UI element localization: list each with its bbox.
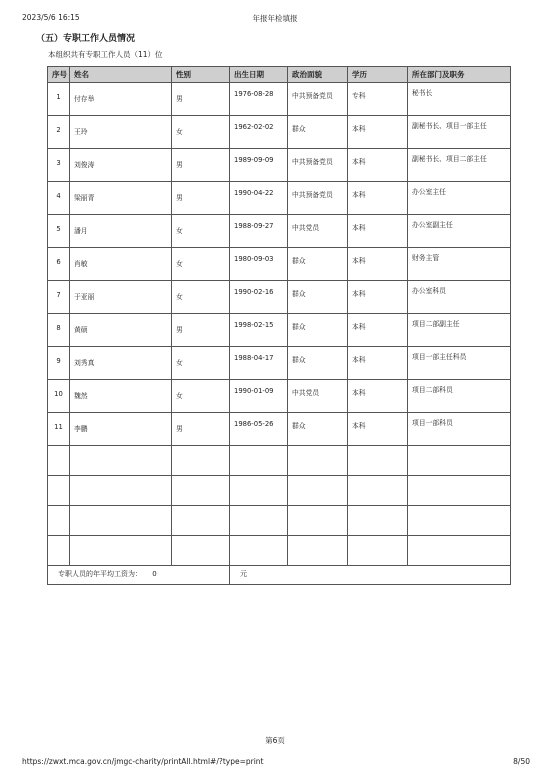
cell-no: 3 bbox=[48, 149, 70, 182]
empty-table-row bbox=[48, 536, 511, 566]
empty-cell bbox=[348, 476, 408, 506]
cell-gender: 男 bbox=[172, 83, 230, 116]
cell-education: 本科 bbox=[348, 215, 408, 248]
cell-name: 王玲 bbox=[70, 116, 172, 149]
cell-political-status: 中共预备党员 bbox=[288, 182, 348, 215]
cell-name: 付存举 bbox=[70, 83, 172, 116]
cell-no: 7 bbox=[48, 281, 70, 314]
section-title: （五）专职工作人员情况 bbox=[36, 34, 136, 44]
print-url: https://zwxt.mca.gov.cn/jmgc-charity/printAll.html#/?type=print bbox=[22, 757, 264, 766]
cell-department-position: 秘书长 bbox=[408, 83, 511, 116]
empty-cell bbox=[48, 476, 70, 506]
table-row bbox=[48, 347, 511, 380]
cell-education: 本科 bbox=[348, 380, 408, 413]
cell-no: 4 bbox=[48, 182, 70, 215]
cell-name: 梁丽青 bbox=[70, 182, 172, 215]
table-row bbox=[48, 83, 511, 116]
cell-no: 9 bbox=[48, 347, 70, 380]
empty-cell bbox=[408, 476, 511, 506]
cell-department-position: 副秘书长、项目二部主任 bbox=[408, 149, 511, 182]
cell-name: 刘秀真 bbox=[70, 347, 172, 380]
cell-department-position: 办公室主任 bbox=[408, 182, 511, 215]
cell-political-status: 群众 bbox=[288, 248, 348, 281]
cell-birthdate: 1990-01-09 bbox=[230, 380, 288, 413]
avg-salary-unit-cell bbox=[230, 566, 511, 585]
cell-education: 本科 bbox=[348, 116, 408, 149]
cell-birthdate: 1976-08-28 bbox=[230, 83, 288, 116]
empty-cell bbox=[172, 446, 230, 476]
cell-birthdate: 1990-04-22 bbox=[230, 182, 288, 215]
empty-cell bbox=[288, 476, 348, 506]
cell-department-position: 副秘书长、项目一部主任 bbox=[408, 116, 511, 149]
cell-birthdate: 1962-02-02 bbox=[230, 116, 288, 149]
table-row bbox=[48, 314, 511, 347]
cell-birthdate: 1988-09-27 bbox=[230, 215, 288, 248]
cell-gender: 男 bbox=[172, 314, 230, 347]
cell-birthdate: 1989-09-09 bbox=[230, 149, 288, 182]
cell-gender: 男 bbox=[172, 182, 230, 215]
cell-no: 11 bbox=[48, 413, 70, 446]
cell-name: 潘月 bbox=[70, 215, 172, 248]
empty-cell bbox=[172, 506, 230, 536]
cell-gender: 男 bbox=[172, 413, 230, 446]
staff-count-summary: 本组织共有专职工作人员（11）位 bbox=[48, 50, 163, 59]
cell-political-status: 中共预备党员 bbox=[288, 83, 348, 116]
cell-gender: 男 bbox=[172, 149, 230, 182]
cell-birthdate: 1986-05-26 bbox=[230, 413, 288, 446]
cell-education: 专科 bbox=[348, 83, 408, 116]
empty-cell bbox=[408, 506, 511, 536]
empty-cell bbox=[288, 536, 348, 566]
empty-cell bbox=[172, 536, 230, 566]
cell-gender: 女 bbox=[172, 347, 230, 380]
page-count: 8/50 bbox=[513, 757, 530, 766]
avg-salary-row bbox=[48, 566, 511, 585]
cell-department-position: 项目二部副主任 bbox=[408, 314, 511, 347]
cell-department-position: 财务主管 bbox=[408, 248, 511, 281]
cell-name: 肖敏 bbox=[70, 248, 172, 281]
cell-department-position: 办公室副主任 bbox=[408, 215, 511, 248]
cell-birthdate: 1988-04-17 bbox=[230, 347, 288, 380]
cell-gender: 女 bbox=[172, 215, 230, 248]
empty-cell bbox=[348, 536, 408, 566]
empty-cell bbox=[230, 536, 288, 566]
cell-name: 于亚丽 bbox=[70, 281, 172, 314]
empty-cell bbox=[230, 506, 288, 536]
cell-birthdate: 1990-02-16 bbox=[230, 281, 288, 314]
cell-no: 10 bbox=[48, 380, 70, 413]
empty-table-row bbox=[48, 476, 511, 506]
empty-cell bbox=[48, 536, 70, 566]
cell-name: 黄硕 bbox=[70, 314, 172, 347]
cell-education: 本科 bbox=[348, 149, 408, 182]
cell-gender: 女 bbox=[172, 248, 230, 281]
cell-political-status: 中共党员 bbox=[288, 380, 348, 413]
avg-salary-label: 专职人员的年平均工资为： bbox=[58, 570, 142, 578]
cell-political-status: 群众 bbox=[288, 314, 348, 347]
table-row bbox=[48, 380, 511, 413]
cell-political-status: 群众 bbox=[288, 347, 348, 380]
empty-cell bbox=[48, 446, 70, 476]
col-header-political-status: 政治面貌 bbox=[288, 67, 348, 83]
avg-salary-unit: 元 bbox=[240, 570, 247, 578]
page-header-title: 年报年检填报 bbox=[252, 14, 298, 23]
empty-table-row bbox=[48, 506, 511, 536]
empty-cell bbox=[70, 446, 172, 476]
empty-cell bbox=[348, 506, 408, 536]
table-row bbox=[48, 281, 511, 314]
print-datetime: 2023/5/6 16:15 bbox=[22, 13, 80, 22]
cell-name: 刘俊涛 bbox=[70, 149, 172, 182]
avg-salary-cell bbox=[48, 566, 230, 585]
table-row bbox=[48, 413, 511, 446]
table-row bbox=[48, 215, 511, 248]
empty-cell bbox=[70, 506, 172, 536]
cell-education: 本科 bbox=[348, 248, 408, 281]
cell-education: 本科 bbox=[348, 281, 408, 314]
cell-name: 李鹏 bbox=[70, 413, 172, 446]
table-row bbox=[48, 248, 511, 281]
cell-gender: 女 bbox=[172, 380, 230, 413]
empty-cell bbox=[70, 536, 172, 566]
cell-department-position: 项目一部科员 bbox=[408, 413, 511, 446]
cell-no: 2 bbox=[48, 116, 70, 149]
staff-table bbox=[47, 66, 511, 585]
col-header-name: 姓名 bbox=[70, 67, 172, 83]
cell-gender: 女 bbox=[172, 116, 230, 149]
cell-no: 1 bbox=[48, 83, 70, 116]
empty-cell bbox=[288, 506, 348, 536]
cell-political-status: 中共预备党员 bbox=[288, 149, 348, 182]
empty-cell bbox=[288, 446, 348, 476]
cell-name: 魏然 bbox=[70, 380, 172, 413]
empty-cell bbox=[230, 476, 288, 506]
cell-department-position: 项目二部科员 bbox=[408, 380, 511, 413]
table-row bbox=[48, 182, 511, 215]
cell-political-status: 中共党员 bbox=[288, 215, 348, 248]
page-number-label: 第6页 bbox=[265, 736, 285, 745]
empty-table-row bbox=[48, 446, 511, 476]
col-header-education: 学历 bbox=[348, 67, 408, 83]
empty-cell bbox=[70, 476, 172, 506]
cell-no: 8 bbox=[48, 314, 70, 347]
cell-birthdate: 1980-09-03 bbox=[230, 248, 288, 281]
empty-cell bbox=[408, 446, 511, 476]
table-row bbox=[48, 116, 511, 149]
empty-cell bbox=[230, 446, 288, 476]
cell-birthdate: 1998-02-15 bbox=[230, 314, 288, 347]
cell-education: 本科 bbox=[348, 347, 408, 380]
cell-political-status: 群众 bbox=[288, 116, 348, 149]
table-header-row bbox=[48, 67, 511, 83]
avg-salary-value: 0 bbox=[152, 570, 157, 578]
cell-no: 6 bbox=[48, 248, 70, 281]
col-header-department-position: 所在部门及职务 bbox=[408, 67, 511, 83]
cell-political-status: 群众 bbox=[288, 413, 348, 446]
cell-department-position: 办公室科员 bbox=[408, 281, 511, 314]
cell-education: 本科 bbox=[348, 314, 408, 347]
table-row bbox=[48, 149, 511, 182]
empty-cell bbox=[172, 476, 230, 506]
col-header-birthdate: 出生日期 bbox=[230, 67, 288, 83]
col-header-gender: 性别 bbox=[172, 67, 230, 83]
cell-education: 本科 bbox=[348, 413, 408, 446]
empty-cell bbox=[348, 446, 408, 476]
cell-political-status: 群众 bbox=[288, 281, 348, 314]
cell-department-position: 项目一部主任科员 bbox=[408, 347, 511, 380]
empty-cell bbox=[408, 536, 511, 566]
col-header-no: 序号 bbox=[48, 67, 70, 83]
empty-cell bbox=[48, 506, 70, 536]
cell-gender: 女 bbox=[172, 281, 230, 314]
cell-no: 5 bbox=[48, 215, 70, 248]
cell-education: 本科 bbox=[348, 182, 408, 215]
